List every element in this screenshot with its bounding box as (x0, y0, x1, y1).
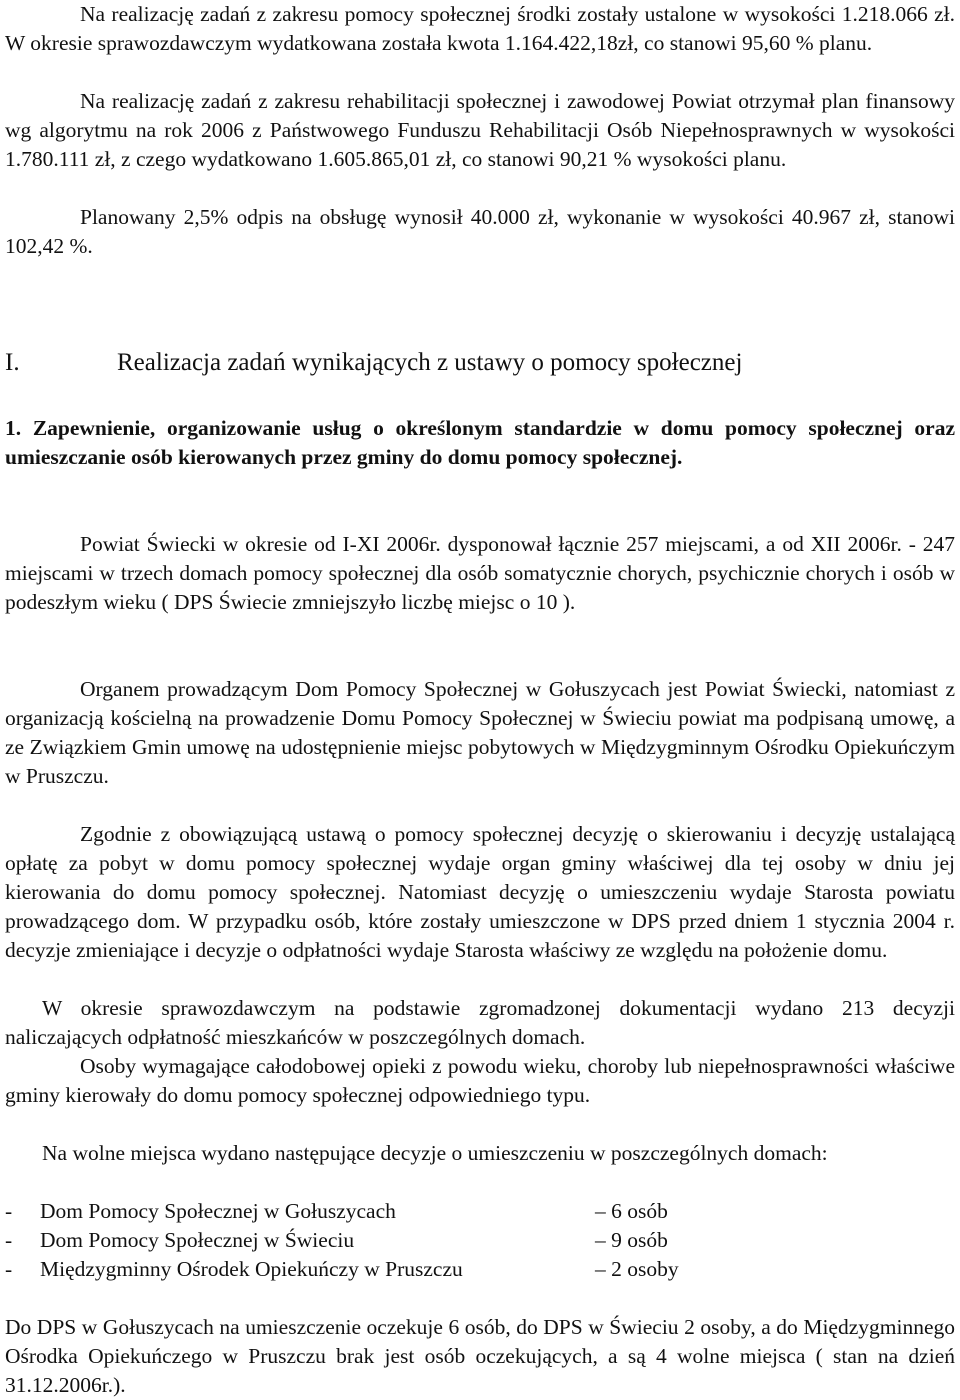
list-item-count: – 2 osoby (595, 1257, 679, 1281)
list-item (5, 1255, 955, 1284)
section-heading (5, 348, 955, 378)
list-dash: - (5, 1199, 13, 1223)
paragraph-free-places: Na wolne miejsca wydano następujące decyzje o umieszczeniu w poszczególnych domach: (42, 1141, 828, 1165)
subsection-title: 1. Zapewnienie, organizowanie usług o określonym standardzie w domu pomocy społecznej oraz umieszczanie osób kierowanych przez gminy do domu pomocy społecznej. (5, 416, 955, 469)
list-item (5, 1226, 955, 1255)
paragraph-decisions-count: W okresie sprawozdawczym na podstawie zgromadzonej dokumentacji wydano 213 decyzji naliczających odpłatność mieszkańców w poszczególnych domach. (5, 996, 955, 1049)
paragraph-care-persons: Osoby wymagające całodobowej opieki z powodu wieku, choroby lub niepełnosprawności właściwe gminy kierowały do domu pomocy społecznej odpowiedniego typu. (5, 1054, 955, 1107)
paragraph-rehabilitation-budget: Na realizację zadań z zakresu rehabilitacji społecznej i zawodowej Powiat otrzymał plan finansowy wg algorytmu na rok 2006 z Państwowego Funduszu Rehabilitacji Osób Niepełnosprawnych w wysokości 1.780.111 zł, z czego wydatkowano 1.605.865,01 zł, co stanowi 90,21 % wysokości planu. (5, 89, 955, 171)
paragraph-governing-body: Organem prowadzącym Dom Pomocy Społecznej w Gołuszycach jest Powiat Świecki, natomiast z organizacją kościelną na prowadzenie Domu Pomocy Społecznej w Świeciu powiat ma podpisaną umowę, a ze Związkiem Gmin umowę na udostępnienie miejsc pobytowych w Międzygminnym Ośrodku Opiekuńczym w Pruszczu. (5, 677, 955, 788)
list-item-count: – 9 osób (595, 1228, 668, 1252)
section-number: I. (5, 349, 20, 376)
list-item (5, 1197, 955, 1226)
section-title: Realizacja zadań wynikających z ustawy o pomocy społecznej (117, 349, 743, 376)
paragraph-waiting-list: Do DPS w Gołuszycach na umieszczenie oczekuje 6 osób, do DPS w Świeciu 2 osoby, a do Międzygminnego Ośrodka Opiekuńczego w Pruszczu brak jest osób oczekujących, a są 4 wolne miejsca ( stan na dzień 31.12.2006r.). (5, 1315, 955, 1397)
list-dash: - (5, 1228, 13, 1252)
paragraph-places: Powiat Świecki w okresie od I-XI 2006r. dysponował łącznie 257 miejscami, a od XII 2006r. - 247 miejscami w trzech domach pomocy społecznej dla osób somatycznie chorych, psychicznie chorych i osób w podeszłym wieku ( DPS Świecie zmniejszyło liczbę miejsc o 10 ). (5, 532, 955, 614)
list-dash: - (5, 1257, 13, 1281)
list-item-name: Dom Pomocy Społecznej w Gołuszycach (40, 1199, 396, 1223)
list-item-count: – 6 osób (595, 1199, 668, 1223)
list-item-name: Międzygminny Ośrodek Opiekuńczy w Pruszczu (40, 1257, 463, 1281)
paragraph-decisions-law: Zgodnie z obowiązującą ustawą o pomocy społecznej decyzję o skierowaniu i decyzję ustalającą opłatę za pobyt w domu pomocy społecznej wydaje organ gminy właściwej dla tej osoby w dniu jej kierowania do domu pomocy społecznej. Natomiast decyzję o umieszczeniu wydaje Starosta powiatu prowadzącego dom. W przypadku osób, które zostały umieszczone w DPS przed dniem 1 stycznia 2004 r. decyzje zmieniające i decyzje o odpłatności wydaje Starosta właściwy ze względu na położenie domu. (5, 822, 955, 962)
list-item-name: Dom Pomocy Społecznej w Świeciu (40, 1228, 355, 1252)
paragraph-service-fee: Planowany 2,5% odpis na obsługę wynosił 40.000 zł, wykonanie w wysokości 40.967 zł, stanowi 102,42 %. (5, 205, 955, 258)
paragraph-budget-social-help: Na realizację zadań z zakresu pomocy społecznej środki zostały ustalone w wysokości 1.218.066 zł. W okresie sprawozdawczym wydatkowana została kwota 1.164.422,18zł, co stanowi 95,60 % planu. (5, 2, 955, 55)
